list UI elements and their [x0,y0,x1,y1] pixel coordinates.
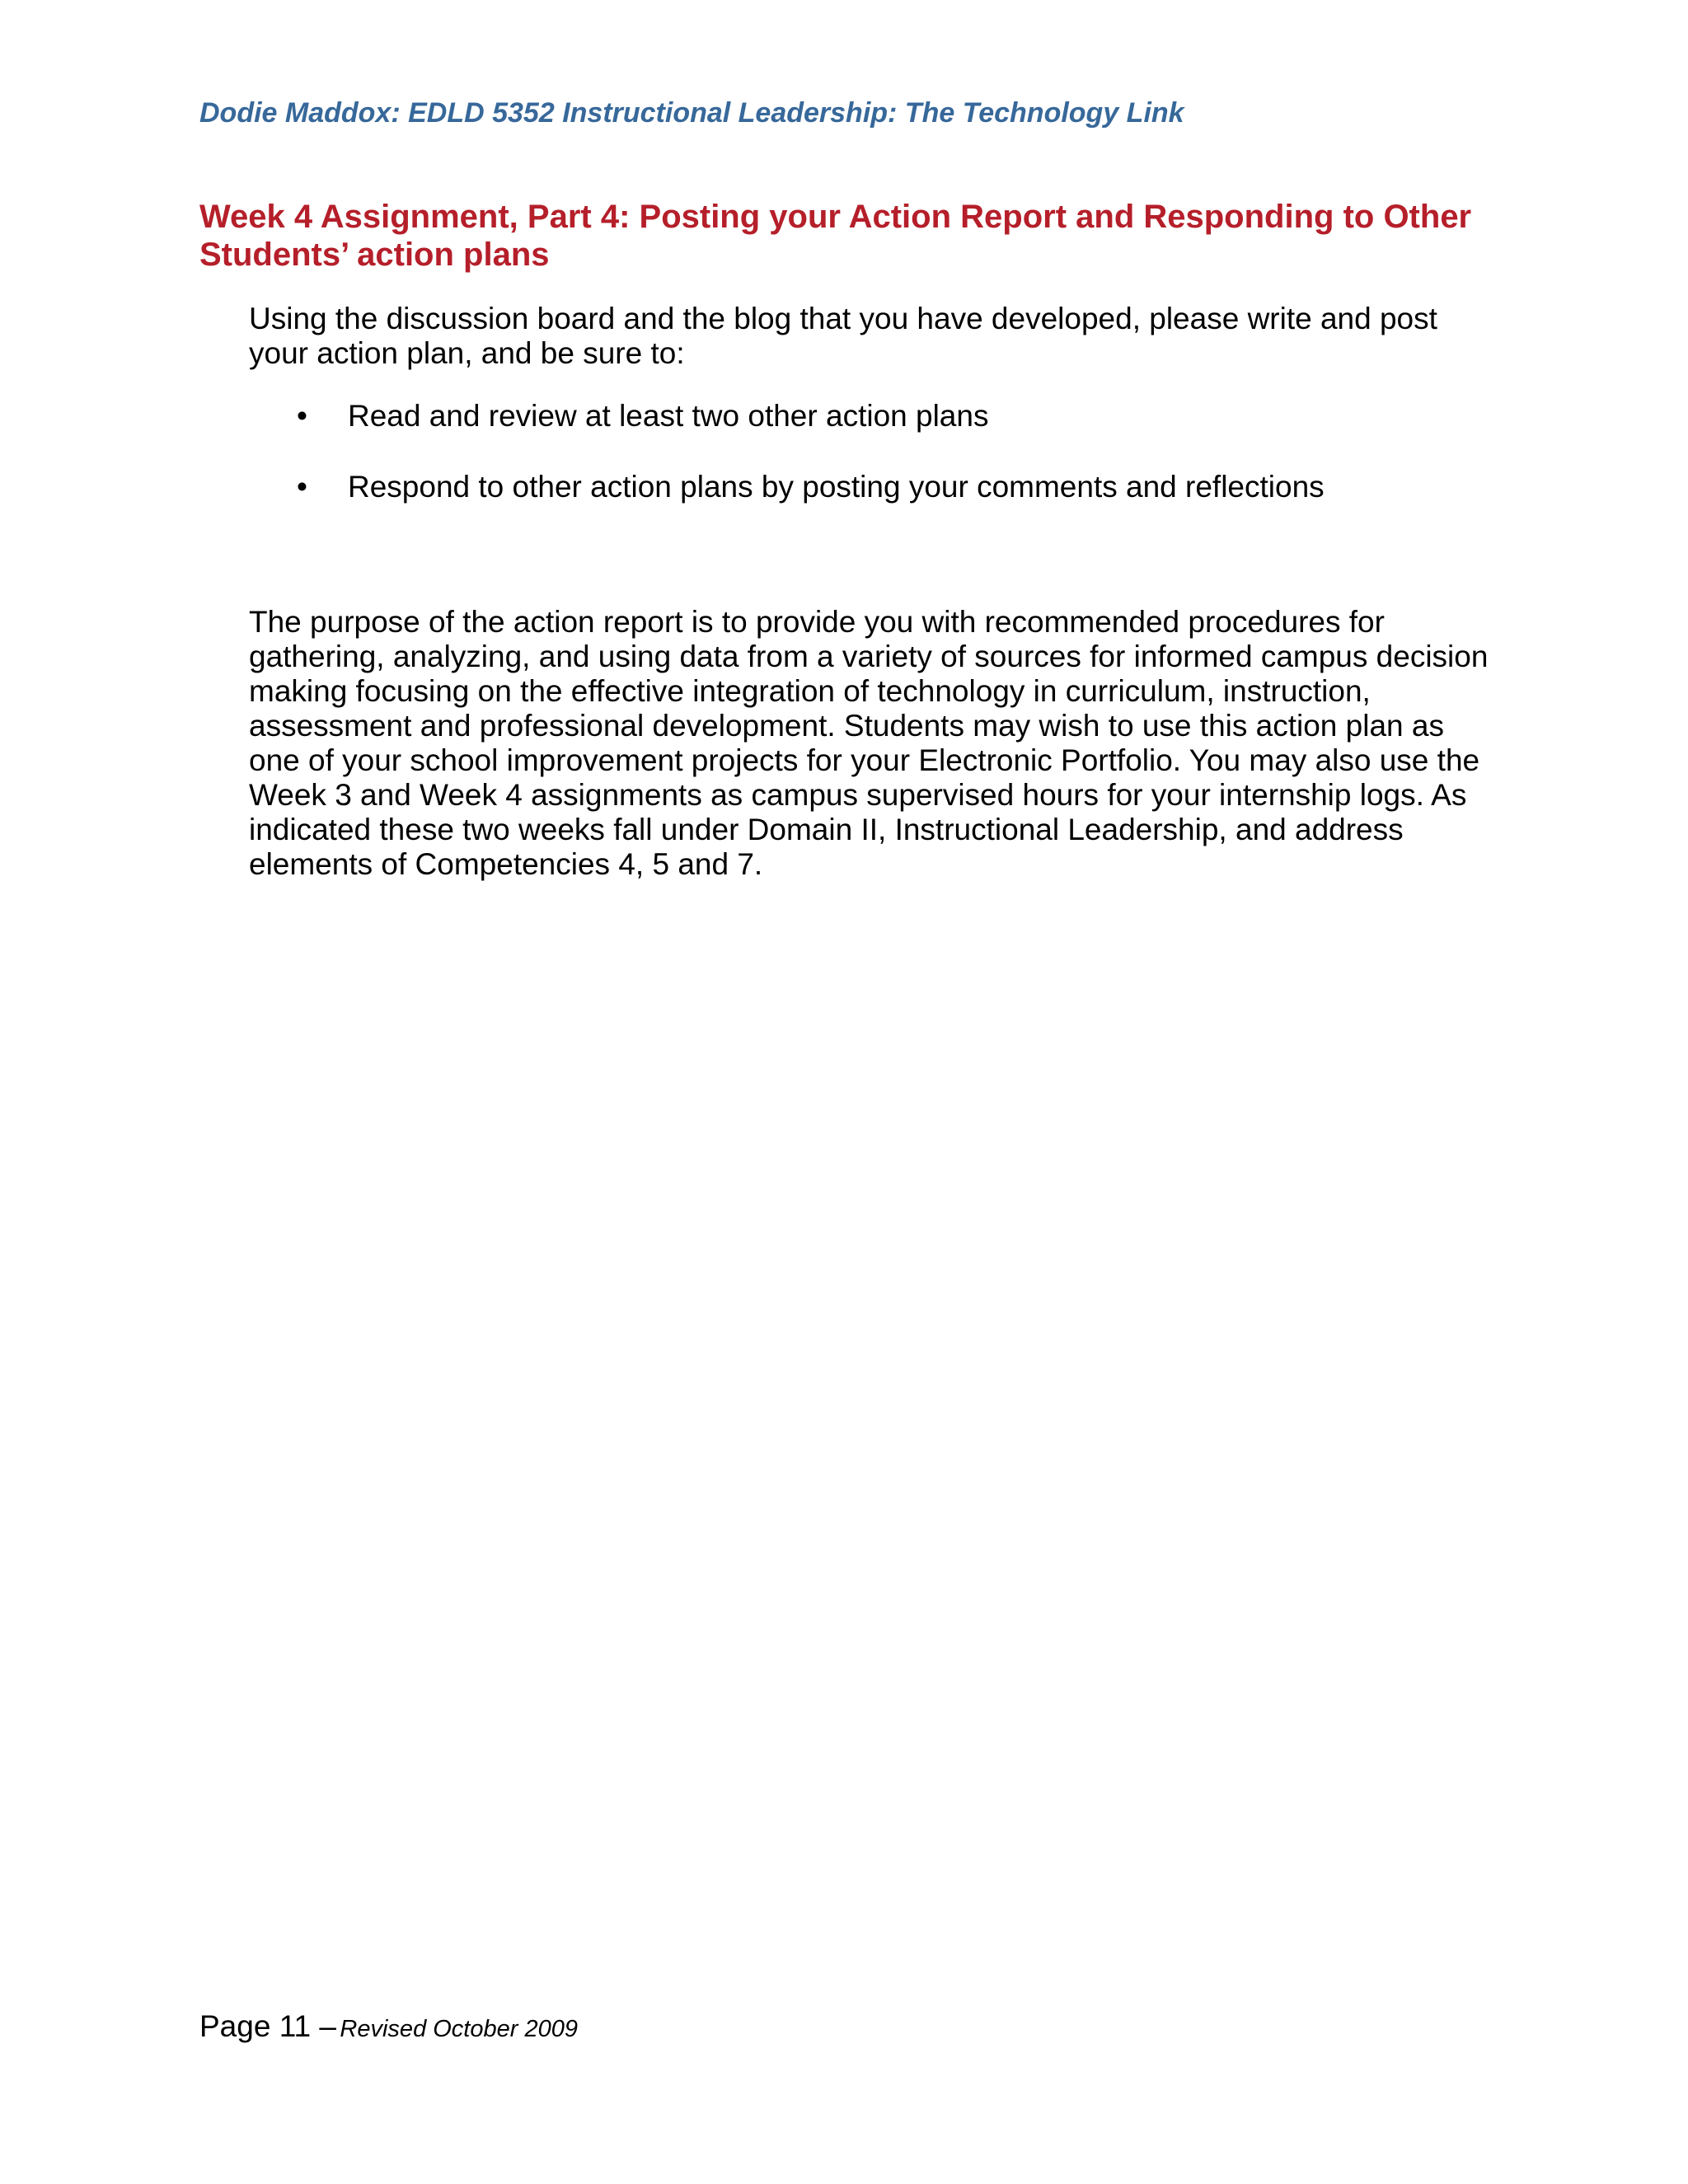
purpose-paragraph: The purpose of the action report is to provide you with recommended procedures for gathering, analyzing, and using data from a variety of sources for informed campus decision making focusing on the effective integration of technology in curriculum, instruction, assessment and professional development. Students may wish to use this action plan as one of your school improvement projects for your Electronic Portfolio. You may also use the Week 3 and Week 4 assignments as campus supervised hours for your internship logs. As indicated these two weeks fall under Domain II, Instructional Leadership, and address elements of Competencies 4, 5 and 7. [249,605,1489,881]
bullet-icon: • [297,399,307,433]
page-number: Page 11 – [199,2009,336,2043]
bullet-list [249,399,1502,541]
revision-date: Revised October 2009 [340,2016,578,2042]
section-heading: Week 4 Assignment, Part 4: Posting your Action Report and Responding to Other Students’ action plans [199,199,1472,273]
list-item-text: Read and review at least two other action plans [348,399,989,433]
list-item-text: Respond to other action plans by posting your comments and reflections [348,470,1325,504]
list-item [249,470,1502,504]
list-item [249,399,1502,434]
bullet-icon: • [297,470,307,504]
intro-paragraph: Using the discussion board and the blog that you have developed, please write and post your action plan, and be sure to: [249,302,1437,370]
page-footer [199,2009,578,2044]
running-header: Dodie Maddox: EDLD 5352 Instructional Leadership: The Technology Link [199,97,1184,129]
